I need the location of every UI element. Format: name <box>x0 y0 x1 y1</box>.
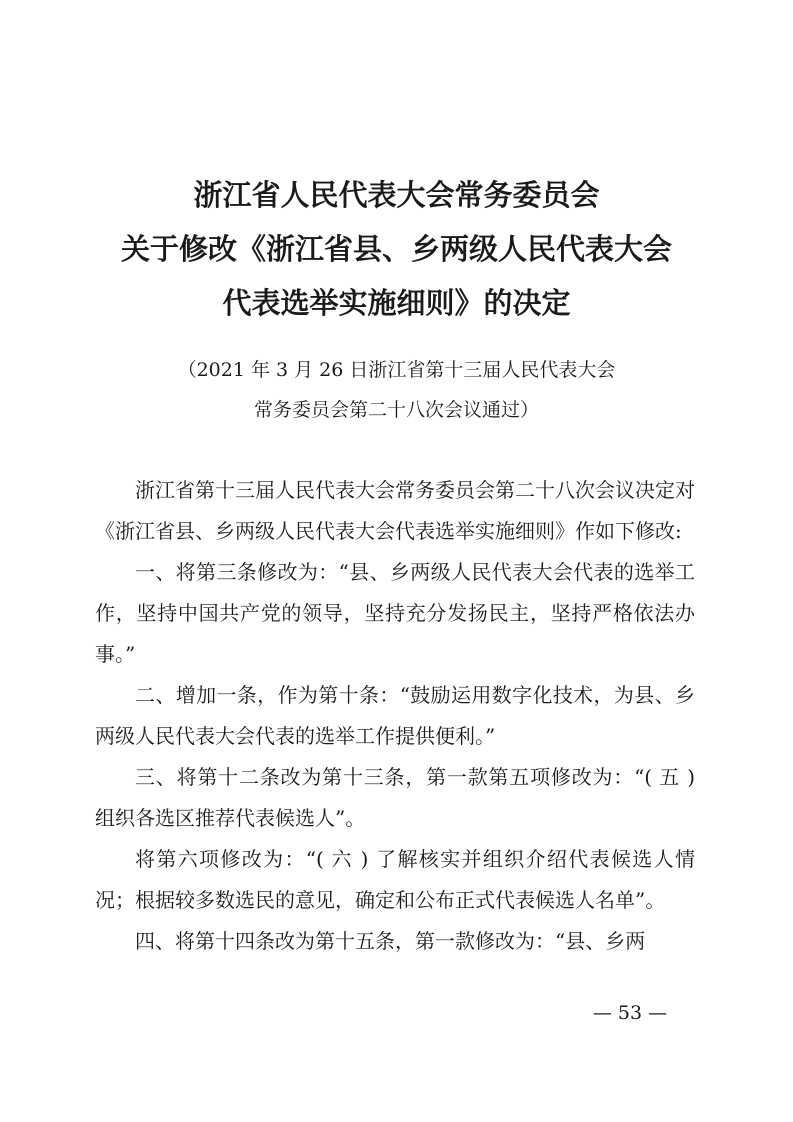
adoption-note-line-1: （2021 年 3 月 26 日浙江省第十三届人民代表大会 <box>177 359 616 381</box>
paragraph-intro: 浙江省第十三届人民代表大会常务委员会第二十八次会议决定对《浙江省县、乡两级人民代表大会代表选举实施细则》作如下修改: <box>95 478 695 543</box>
paragraph-item-2: 二、增加一条，作为第十条：“鼓励运用数字化技术，为县、乡两级人民代表大会代表的选举工作提供便利。” <box>95 683 695 748</box>
adoption-note-line-2: 常务委员会第二十八次会议通过） <box>253 399 539 421</box>
adoption-note <box>0 350 793 430</box>
paragraph-item-1: 一、将第三条修改为：“县、乡两级人民代表大会代表的选举工作，坚持中国共产党的领导，坚持充分发扬民主，坚持严格依法办事。” <box>95 560 695 666</box>
title-line-3: 代表选举实施细则》的决定 <box>222 286 571 320</box>
paragraph-item-4: 四、将第十四条改为第十五条，第一款修改为：“县、乡两 <box>135 929 646 953</box>
title-line-2: 关于修改《浙江省县、乡两级人民代表大会 <box>120 232 672 266</box>
document-body <box>95 470 695 962</box>
page-number: — 53 — <box>592 1002 668 1024</box>
title-line-1: 浙江省人民代表大会常务委员会 <box>193 178 600 212</box>
document-title <box>0 168 793 330</box>
paragraph-item-3-cont: 将第六项修改为：“( 六 ) 了解核实并组织介绍代表候选人情况；根据较多数选民的意见，确定和公布正式代表候选人名单”。 <box>95 847 695 912</box>
paragraph-item-3: 三、将第十二条改为第十三条，第一款第五项修改为：“( 五 ) 组织各选区推荐代表候选人”。 <box>95 765 695 830</box>
